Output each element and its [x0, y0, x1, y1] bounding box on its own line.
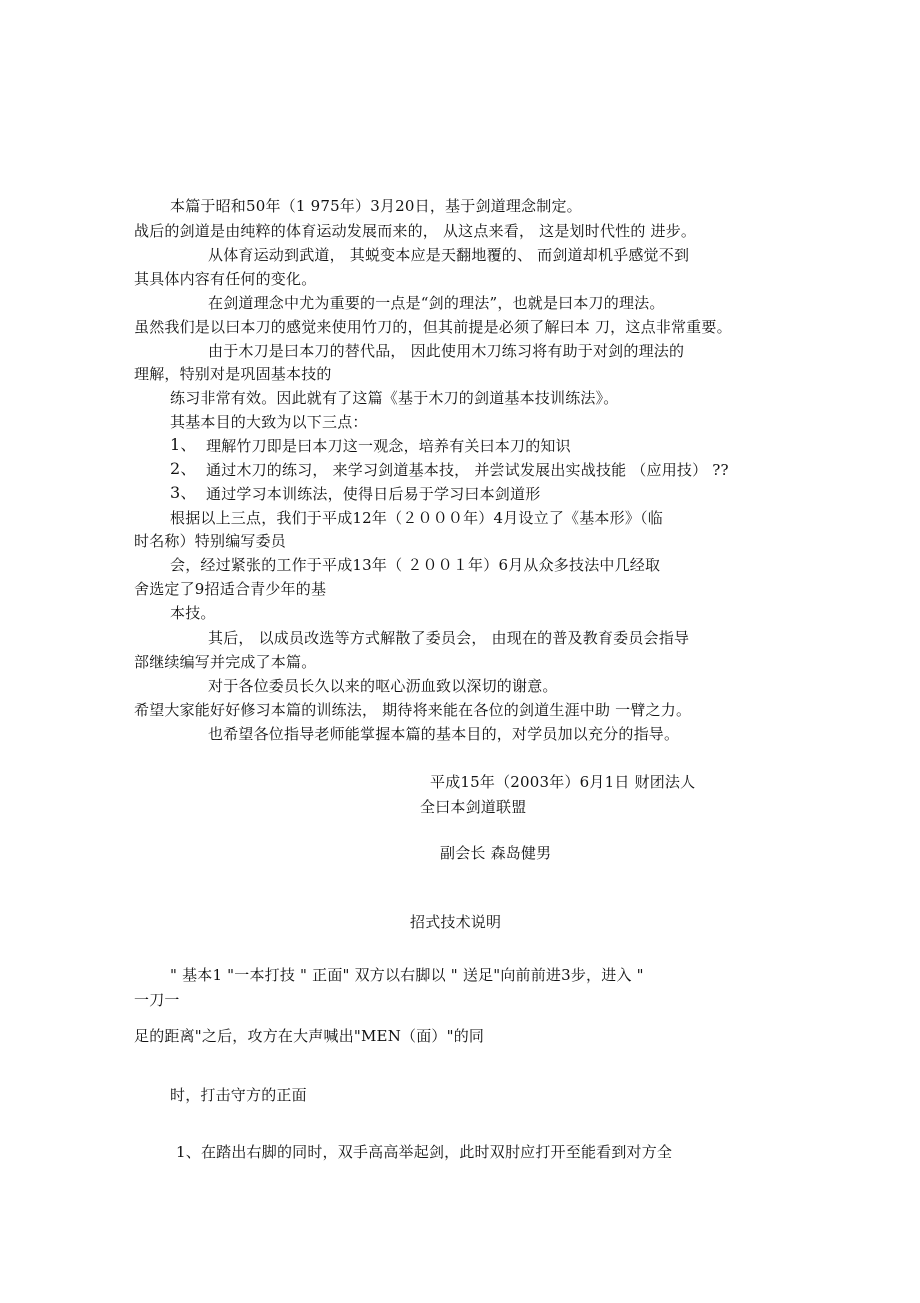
preface-line-6: 虽然我们是以曰本刀的感觉来使用竹刀的，但其前提是必须了解曰本 刀，这点非常重要。 — [134, 318, 732, 336]
history-line-5: 本技。 — [170, 604, 216, 622]
point-3-text: 通过学习本训练法，使得日后易于学习曰本剑道形 — [206, 485, 541, 503]
point-1-text: 理解竹刀即是曰本刀这一观念，培养有关曰本刀的知识 — [206, 437, 571, 455]
preface-line-2: 战后的剑道是由纯粹的体育运动发展而来的， 从这点来看， 这是划时代性的 进步。 — [134, 222, 697, 240]
preface-line-9: 练习非常有效。因此就有了这篇《基于木刀的剑道基本技训练法》。 — [170, 389, 619, 407]
preface-line-1: 本篇于昭和50年（1 975年）3月20日，基于剑道理念制定。 — [170, 197, 582, 215]
point-2-number: 2、 — [170, 459, 197, 478]
history-line-3: 会，经过紧张的工作于平成13年（ ２００１年）6月从众多技法中几经取 — [170, 556, 661, 574]
basic1-line-4: 时，打击守方的正面 — [170, 1086, 307, 1104]
point-3-number: 3、 — [170, 483, 197, 502]
history-line-9: 希望大家能好好修习本篇的训练法， 期待将来能在各位的剑道生涯中助 一臂之力。 — [134, 701, 692, 719]
section-title: 招式技术说明 — [410, 913, 502, 931]
preface-line-4: 其具体内容有任何的变化。 — [134, 270, 317, 288]
history-line-4: 舍选定了9招适合青少年的基 — [134, 580, 327, 598]
signature-vice-president: 副会长 森岛健男 — [440, 844, 552, 862]
basic1-line-1: " 基本1 "一本打技 " 正面" 双方以右脚以 " 送足"向前前进3步，进入 " — [170, 966, 644, 984]
history-line-6: 其后， 以成员改选等方式解散了委员会， 由现在的普及教育委员会指导 — [208, 629, 690, 647]
signature-federation: 全曰本剑道联盟 — [420, 798, 527, 816]
step-1-text: 1、在踏出右脚的同时，双手高高举起剑，此时双肘应打开至能看到对方全 — [176, 1143, 673, 1161]
preface-line-8: 理解，特别对是巩固基本技的 — [134, 365, 332, 383]
history-line-1: 根据以上三点，我们于平成12年（２０００年）4月设立了《基本形》（临 — [170, 509, 663, 527]
history-line-10: 也希望各位指导老师能掌握本篇的基本目的，对学员加以充分的指导。 — [208, 725, 680, 743]
point-2-text: 通过木刀的练习， 来学习剑道基本技， 并尝试发展出实战技能 （应用技） ?? — [206, 461, 729, 479]
basic1-line-3: 足的距离"之后，攻方在大声喊出"MEN（面）"的同 — [134, 1027, 485, 1045]
point-1-number: 1、 — [170, 435, 197, 454]
history-line-7: 部继续编写并完成了本篇。 — [134, 653, 317, 671]
history-line-2: 时名称）特别编写委员 — [134, 532, 287, 550]
preface-line-7: 由于木刀是曰本刀的替代品， 因此使用木刀练习将有助于对剑的理法的 — [208, 342, 685, 360]
signature-date-org: 平成15年（2003年）6月1日 财团法人 — [430, 773, 696, 791]
history-line-8: 对于各位委员长久以来的呕心沥血致以深切的谢意。 — [208, 677, 558, 695]
basic1-line-2: 一刀一 — [134, 991, 180, 1009]
preface-line-5: 在剑道理念中尤为重要的一点是“剑的理法”，也就是曰本刀的理法。 — [208, 294, 665, 312]
preface-line-10: 其基本目的大致为以下三点： — [170, 413, 368, 431]
preface-line-3: 从体育运动到武道， 其蜕变本应是天翻地覆的、 而剑道却机乎感觉不到 — [208, 246, 690, 264]
